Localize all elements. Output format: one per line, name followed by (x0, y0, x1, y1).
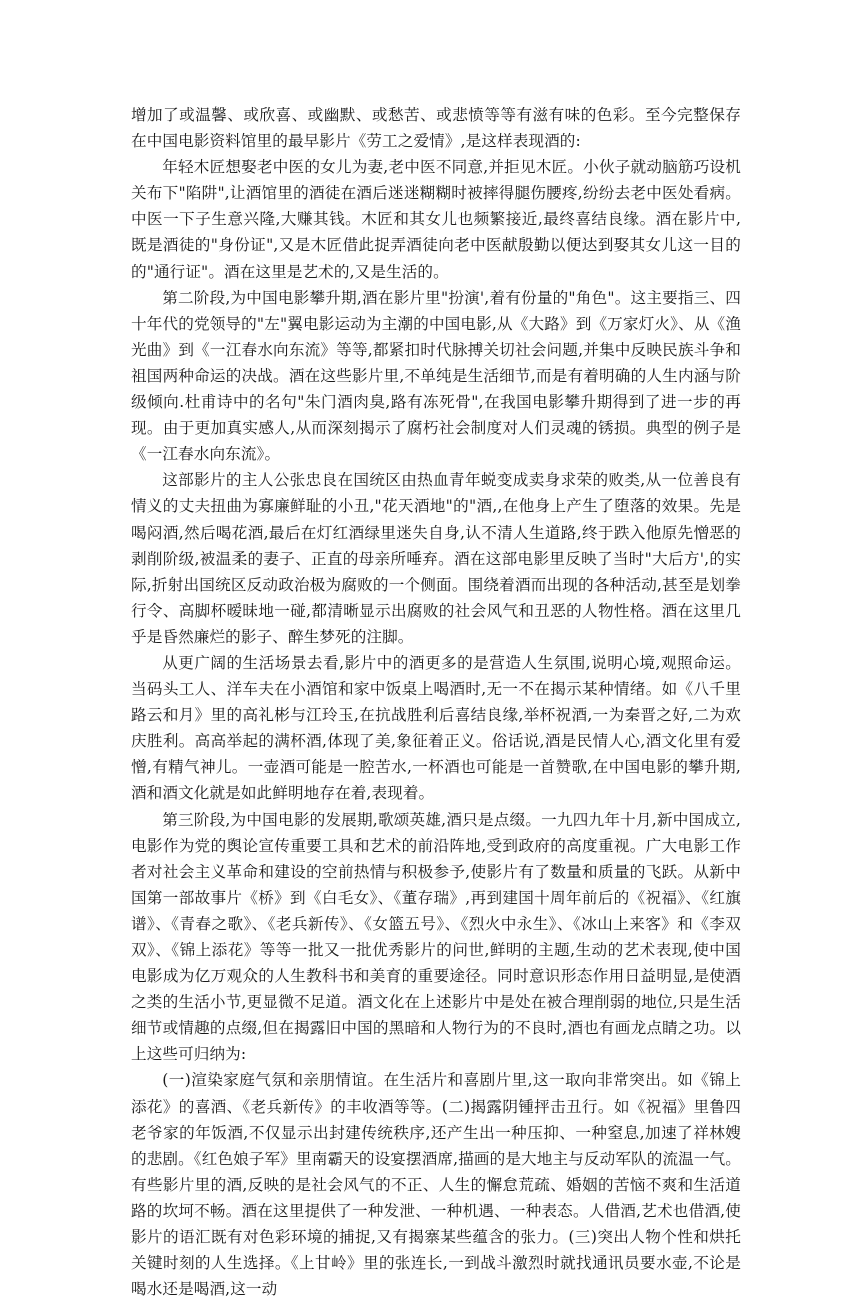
paragraph-continued-intro: 增加了或温馨、或欣喜、或幽默、或愁苦、或悲愤等等有滋有味的色彩。至今完整保存在中国电影资料馆里的最早影片《劳工之爱情》,是这样表现酒的: (131, 106, 741, 151)
paragraph-summary-points: (一)渲染家庭气氛和亲朋情谊。在生活片和喜剧片里,这一取向非常突出。如《锦上添花》的喜酒、《老兵新传》的丰收酒等等。(二)揭露阴锺抨击丑行。如《祝福》里鲁四老爷家的年饭酒,不仅显示出封建传统秩序,还产生出一种压抑、一种窒息,加速了祥林嫂的悲剧。《红色娘子军》里南霸天的设宴摆酒席,描画的是大地主与反动军队的流温一气。有些影片里的酒,反映的是社会风气的不正、人生的懈怠荒疏、婚姻的苦恼不爽和生活道路的坎坷不畅。酒在这里提供了一种发泄、一种机遇、一种表态。人借酒,艺术也借酒,使影片的语汇既有对色彩环境的捕捉,又有揭寨某些蕴含的张力。(三)突出人物个性和烘托关键时刻的人生选择。《上甘岭》里的张连长,一到战斗激烈时就找通讯员要水壶,不论是喝水还是喝酒,这一动 (131, 1071, 741, 1299)
document-page (131, 102, 741, 1302)
paragraph-protagonist: 这部影片的主人公张忠良在国统区由热血青年蜕变成卖身求荣的败类,从一位善良有情义的丈夫扭曲为寡廉鲜耻的小丑,"花天酒地"的"酒,,在他身上产生了堕落的效果。先是喝闷酒,然后喝花酒,最后在灯红酒绿里迷失自身,认不清人生道路,终于跌入他原先憎恶的剥削阶级,被温柔的妻子、正直的母亲所唾弃。酒在这部电影里反映了当时"大后方',的实际,折射出国统区反动政治极为腐败的一个侧面。围绕着酒而出现的各种活动,甚至是划拳行令、高脚杯暧昧地一碰,都清晰显示出腐败的社会风气和丑恶的人物性格。酒在这里几乎是昏然廉烂的影子、醉生梦死的注脚。 (131, 471, 741, 646)
paragraph-stage-two: 第二阶段,为中国电影攀升期,酒在影片里"扮演',着有份量的"角色"。这主要指三、四十年代的党领导的"左"翼电影运动为主潮的中国电影,从《大路》到《万家灯火》、从《渔光曲》到《一江春水向东流》等等,都紧扣时代脉搏关切社会问题,并集中反映民族斗争和祖国两种命运的决战。酒在这些影片里,不单纯是生活细节,而是有着明确的人生内涵与阶级倾向.杜甫诗中的名句"朱门酒肉臭,路有冻死骨",在我国电影攀升期得到了进一步的再现。由于更加真实感人,从而深刻揭示了腐朽社会制度对人们灵魂的锈损。典型的例子是《一江春水向东流》。 (131, 288, 741, 464)
paragraph-stage-three: 第三阶段,为中国电影的发展期,歌颂英雄,酒只是点缀。一九四九年十月,新中国成立,电影作为党的舆论宣传重要工具和艺术的前沿阵地,受到政府的高度重视。广大电影工作者对社会主义革命和建设的空前热情与积极参予,使影片有了数量和质量的飞跃。从新中国第一部故事片《桥》到《白毛女》、《董存瑞》,再到建国十周年前后的《祝福》、《红旗谱》、《青春之歌》、《老兵新传》、《女篮五号》、《烈火中永生》、《冰山上来客》和《李双双》、《锦上添花》等等一批又一批优秀影片的问世,鲜明的主题,生动的艺术表现,使中国电影成为亿万观众的人生教科书和美育的重要途径。同时意识形态作用日益明显,是使酒之类的生活小节,更显微不足道。酒文化在上述影片中是处在被合理削弱的地位,只是生活细节或情趣的点缀,但在揭露旧中国的黑暗和人物行为的不良时,酒也有画龙点睛之功。以上这些可归纳为: (131, 810, 741, 1064)
paragraph-film-plot: 年轻木匠想娶老中医的女儿为妻,老中医不同意,并拒见木匠。小伙子就动脑筋巧设机关布下"陷阱",让酒馆里的酒徒在酒后迷迷糊糊时被摔得腿伤腰疼,纷纷去老中医处看病。中医一下子生意兴隆,大赚其钱。木匠和其女儿也频繁接近,最终喜结良缘。酒在影片中,既是酒徒的"身份证",又是木匠借此捉弄酒徒向老中医献殷勤以便达到娶其女儿这一目的的"通行证"。酒在这里是艺术的,又是生活的。 (131, 158, 741, 281)
paragraph-life-scenes: 从更广阔的生活场景去看,影片中的酒更多的是营造人生氛围,说明心境,观照命运。当码头工人、洋车夫在小酒馆和家中饭桌上喝酒时,无一不在揭示某种情绪。如《八千里路云和月》里的高礼彬与江玲玉,在抗战胜利后喜结良缘,举杯祝酒,一为秦晋之好,二为欢庆胜利。高高举起的满杯酒,体现了美,象征着正义。俗话说,酒是民情人心,酒文化里有爱憎,有精气神儿。一壶酒可能是一腔苦水,一杯酒也可能是一首赞歌,在中国电影的攀升期,酒和酒文化就是如此鲜明地存在着,表现着。 (131, 653, 741, 803)
